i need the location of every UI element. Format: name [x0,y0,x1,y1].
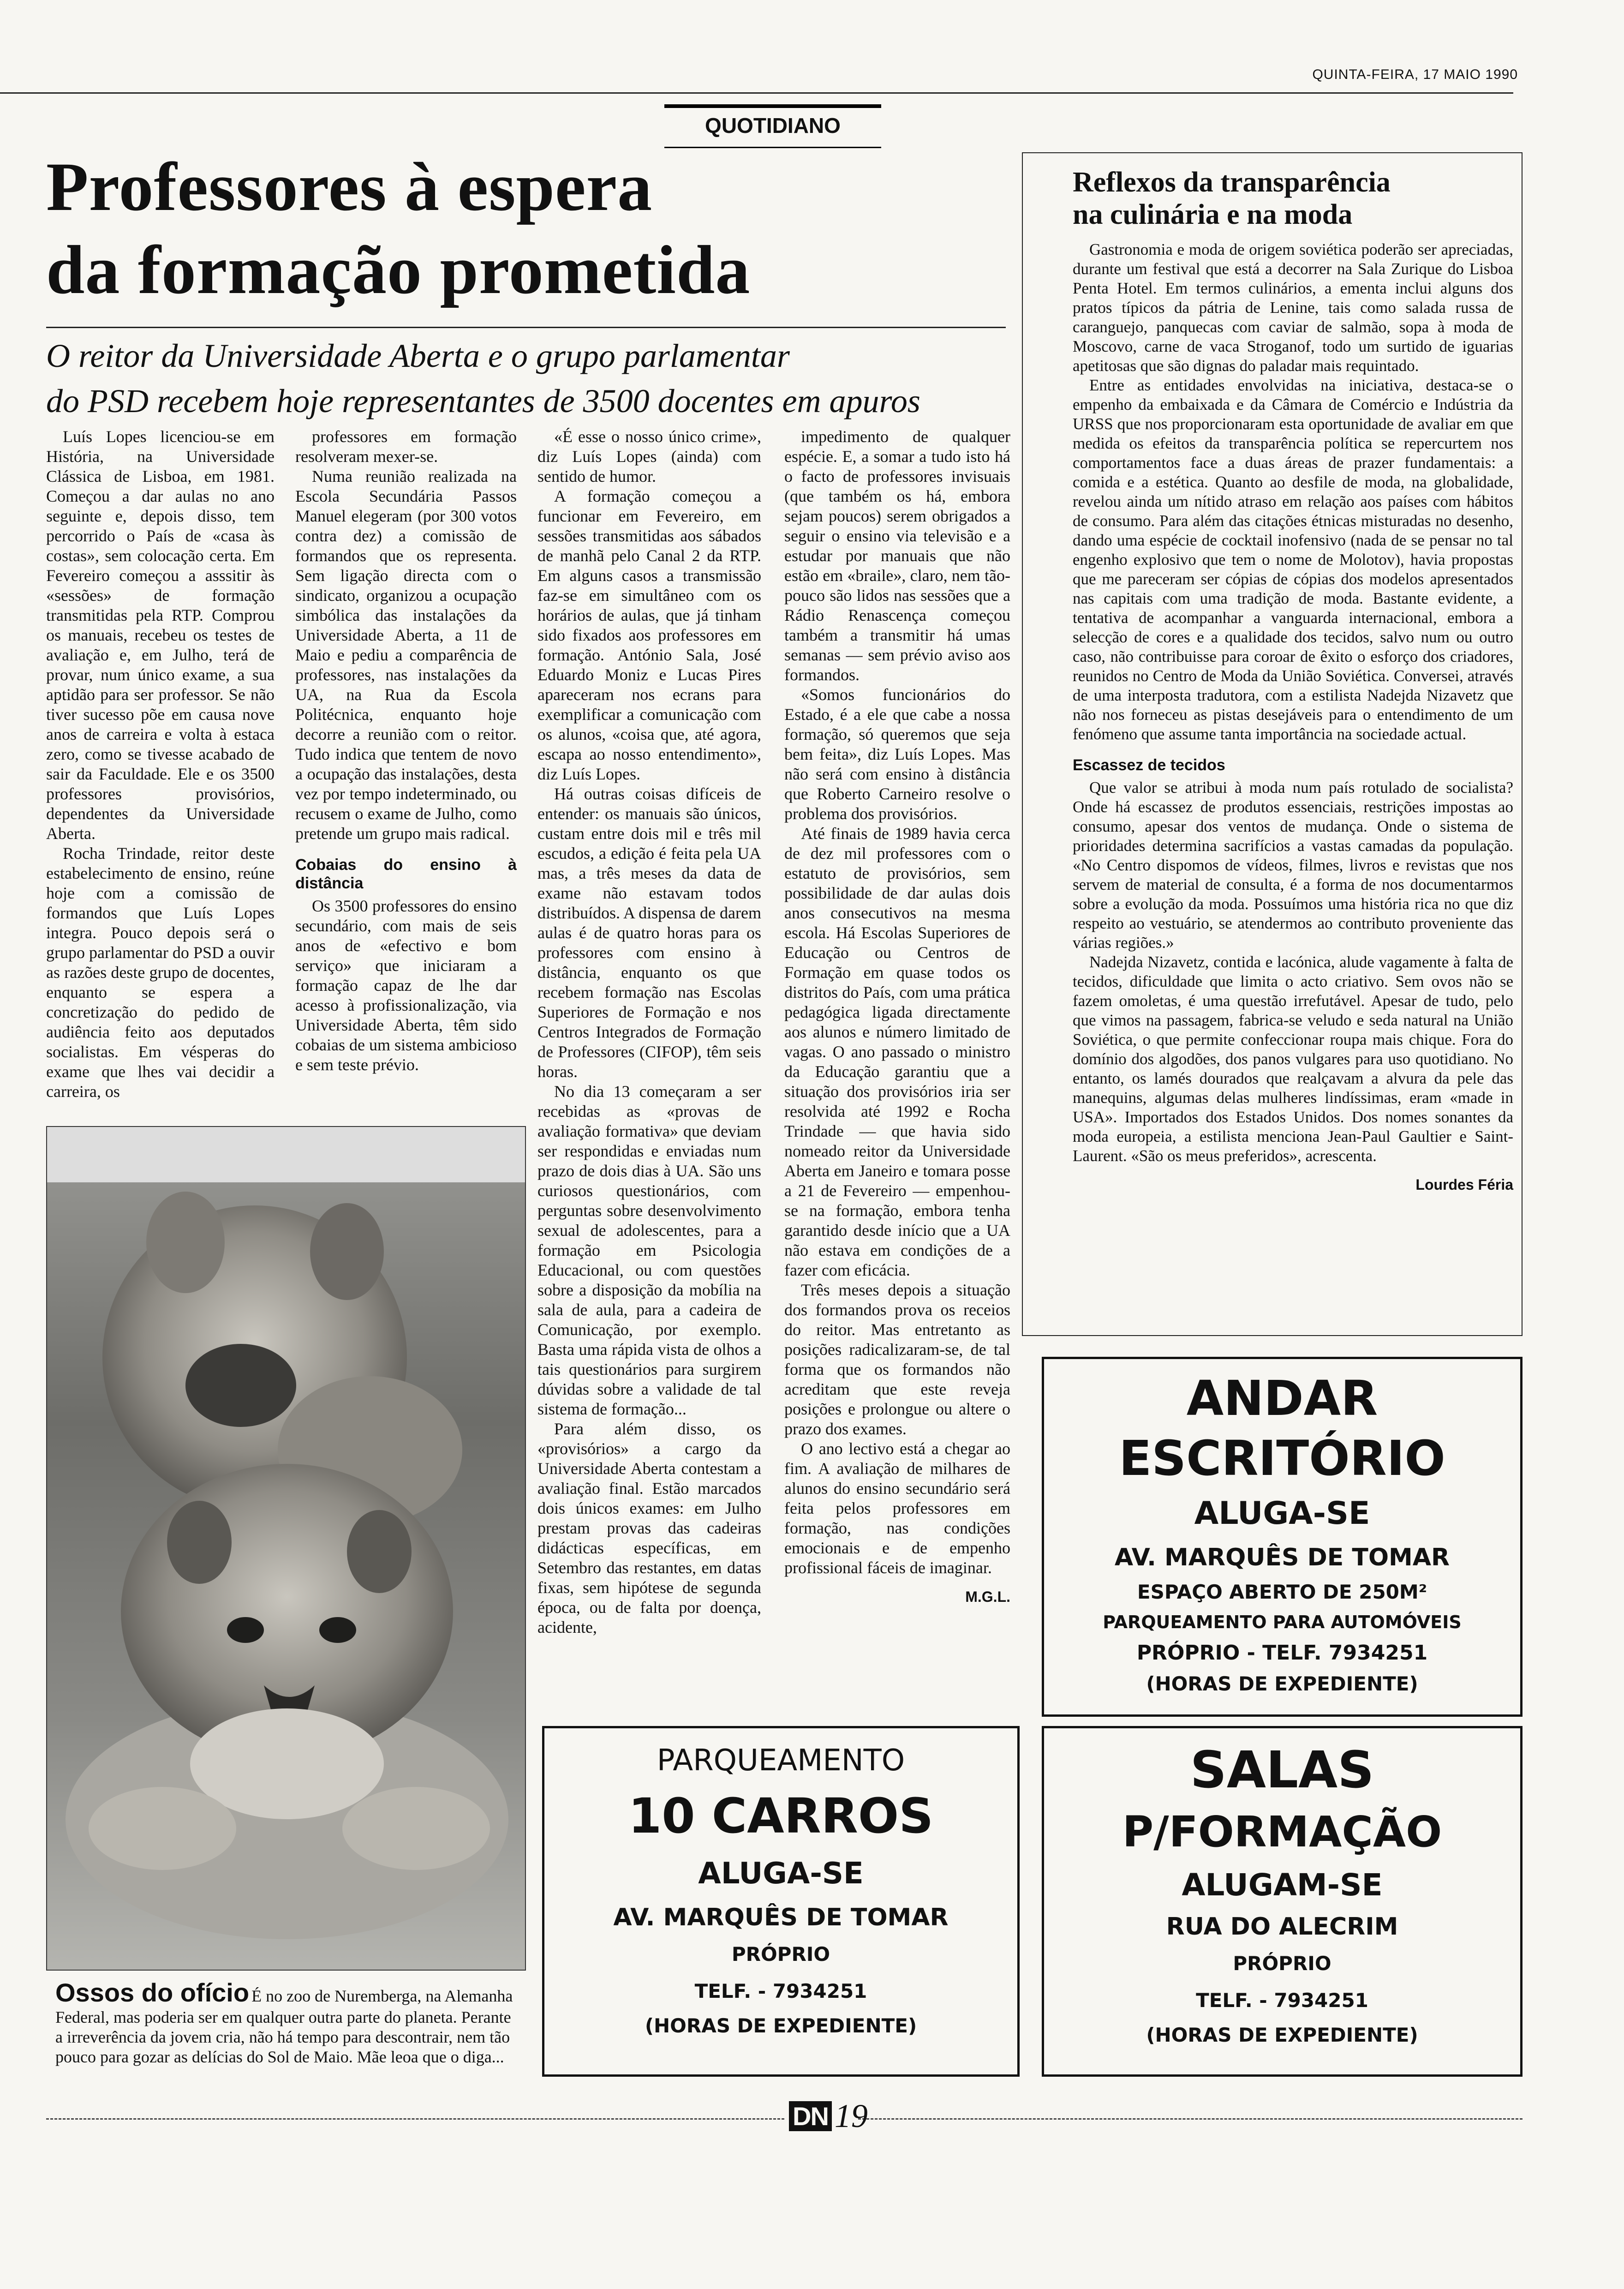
lion-cubs-image [47,1127,526,1971]
ad-headline: P/FORMAÇÃO [1122,1807,1442,1857]
ad-line: ALUGA-SE [698,1857,864,1891]
ad-line: ALUGAM-SE [1182,1867,1383,1903]
newspaper-logo: DN [789,2101,832,2131]
ad-parqueamento [542,1726,1020,2077]
column-subhead: Cobaias do ensino à distância [295,856,517,892]
ad-phone: TELF. - 7934251 [694,1980,867,2002]
top-rule [0,92,1513,94]
ad-salas [1042,1726,1522,2077]
ad-hours: (HORAS DE EXPEDIENTE) [1146,1672,1418,1695]
article-column-4 [784,427,1010,1607]
article-paragraph: Até finais de 1989 havia cerca de dez mil professores com o estatuto de provisórios, sem possibilidade de dar aulas dois anos consecutivos na mesma escola. Há Escolas Superiores de Educação ou Centros de Formação em quase todos os distritos do País, com uma prática pedagógica ligada directamente aos alunos e número limitado de vagas. O ano passado o ministro da Educação garantiu que a situação dos provisórios iria ser resolvida até 1992 e Rocha Trindade — que havia sido nomeado reitor da Universidade Aberta em Janeiro e tomara posse a 21 de Fevereiro — empenhou-se na formação, embora tenha garantido desde início que a UA não estava em condições de a fazer com eficácia. [784,824,1010,1279]
article-signature: M.G.L. [965,1588,1010,1605]
caption-text: É no zoo de Nuremberga, na Alemanha Federal, mas poderia ser em qualquer outra parte do planeta. Perante a irreverência da jovem cria, não há tempo para descontrair, nem tão pouco para gozar as delícias do Sol de Maio. Mãe leoa que o diga... [55,1987,513,2066]
ad-hours: (HORAS DE EXPEDIENTE) [645,2014,917,2037]
photo-caption [55,1977,521,2067]
ad-line: PRÓPRIO [1233,1952,1331,1975]
ad-headline: 10 CARROS [628,1788,934,1844]
sidebar-paragraph: Que valor se atribui à moda num país rotulado de socialista? Onde há escassez de produtos essenciais, restrições impostas ao consumo, apesar dos ventos de mudança. Onde o sistema de prioridades determina sacrifícios a vastas camadas da população. «No Centro dispomos de vídeos, filmes, livros e revistas que nos servem de material de consulta, é a forma de nos documentarmos sobre a evolução da moda. Possuímos uma história rica no que diz respeito ao vestuário, se atendermos ao contributo proveniente das várias regiões.» [1073,779,1513,952]
sidebar-body [1073,240,1513,1194]
article-paragraph: professores em formação resolveram mexer-se. [295,427,517,466]
article-paragraph: Numa reunião realizada na Escola Secundária Passos Manuel elegeram (por 300 votos contra dez) a comissão de formandos que os representa. Sem ligação directa com o sindicato, organizou a ocupação simbólica das instalações da Universidade Aberta, a 11 de Maio e pediu a comparência de professores, nas instalações da UA, na Rua da Escola Politécnica, enquanto hoje decorre a reunião com o reitor. Tudo indica que tentem de novo a ocupação das instalações, desta vez por tempo indeterminado, ou recusem o exame de Julho, como pretende um grupo mais radical. [295,467,517,843]
subhead-line-2: do PSD recebem hoje representantes de 3500 docentes em apuros [46,383,920,419]
sidebar-subhead: Escassez de tecidos [1073,756,1225,774]
article-paragraph: Os 3500 professores do ensino secundário, com mais de seis anos de «efectivo e bom serviço» que iniciaram a formação capaz de lhe dar acesso à profissionalização, via Universidade Aberta, têm sido cobaias de um sistema ambicioso e sem teste prévio. [295,897,517,1074]
article-column-3 [537,427,761,1637]
article-paragraph: «Somos funcionários do Estado, é a ele que cabe a nossa formação, só queremos que seja bem feita», diz Luís Lopes. Mas não será com ensino à distância que Roberto Carneiro resolve o problema dos provisórios. [784,685,1010,823]
ad-phone: TELF. - 7934251 [1196,1989,1368,2012]
article-paragraph: O ano lectivo está a chegar ao fim. A avaliação de milhares de alunos do ensino secundário será feita pelos professores em formação, nas condições emocionais e de empenho profissional fáceis de imaginar. [784,1439,1010,1577]
headline-line-1: Professores à espera [46,149,653,225]
article-paragraph: No dia 13 começaram a ser recebidas as «provas de avaliação formativa» que deviam ser respondidas e enviadas num prazo de dois dias à UA. São uns curiosos questionários, com perguntas sobre desenvolvimento sexual de adolescentes, para a formação em Psicologia Educacional, ou com questões sobre a disposição da mobília na sala de aula, para a cadeira de Comunicação, por exemplo. Basta uma rápida vista de olhos a tais questionários para surgirem dúvidas sobre a validade de tal sistema de formação... [537,1082,761,1418]
ad-line: ESPAÇO ABERTO DE 250M² [1137,1581,1427,1603]
footer-rule-left [46,2118,784,2120]
sidebar-title-line-2: na culinária e na moda [1073,199,1353,230]
sidebar-paragraph: Nadejda Nizavetz, contida e lacónica, alude vagamente à falta de tecidos, dificuldade que limita o acto criativo. Sem ovos não se fazem omoletas, é uma questão irrefutável. Apesar de tudo, pelo que vimos na passagem, fabrica-se veludo e seda natural na União Soviética, o que permite confeccionar roupa mais chique. Fora do domínio dos algodões, dos panos vulgares para uso quotidiano. No entanto, os lamés dourados que realçavam a alvura da pele das manequins, algumas delas mulheres lindíssimas, eram «made in USA». Importados dos Estados Unidos. Dos nomes sonantes da moda europeia, a estilista menciona Jean-Paul Gaultier e Saint-Laurent. «São os meus preferidos», acrescenta. [1073,953,1513,1165]
ad-line: PARQUEAMENTO PARA AUTOMÓVEIS [1103,1612,1462,1632]
subheadline [46,333,1006,424]
sidebar-signature: Lourdes Féria [1415,1176,1513,1193]
caption-title: Ossos do ofício [55,1978,250,2007]
ad-andar-escritorio [1042,1357,1522,1717]
article-paragraph: «É esse o nosso único crime», diz Luís Lopes (ainda) com sentido de humor. [537,427,761,485]
ad-address: AV. MARQUÊS DE TOMAR [613,1904,949,1931]
article-column-1 [46,427,275,1102]
headline-rule [46,327,1006,328]
article-paragraph: Para além disso, os «provisórios» a cargo da Universidade Aberta contestam a avaliação final. Estão marcados dois únicos exames: em Julho prestam provas das cadeiras didácticas específicas, em Setembro das restantes, em datas fixas, sem hipótese de segunda época, ou de falta por doença, acidente, [537,1420,761,1636]
ad-line: PRÓPRIO [731,1943,830,1965]
ad-hours: (HORAS DE EXPEDIENTE) [1146,2024,1418,2046]
article-paragraph: A formação começou a funcionar em Fevereiro, em sessões transmitidas aos sábados de manhã pelo Canal 2 da RTP. Em alguns casos a transmissão faz-se em simultâneo com os horários de aulas, que já tinham sido fixados aos professores em formação. António Sala, José Eduardo Moniz e Lucas Pires apareceram nos ecrans para exemplificar a comunicação com os alunos, «coisa que, até agora, escapa ao nosso entendimento», diz Luís Lopes. [537,487,761,783]
ad-headline: SALAS [1190,1740,1374,1799]
ad-headline: PARQUEAMENTO [657,1744,905,1778]
dateline: QUINTA-FEIRA, 17 MAIO 1990 [1312,67,1518,82]
section-bar [664,104,881,108]
headline-line-2: da formação prometida [46,232,751,308]
lion-photo [46,1126,526,1971]
article-paragraph: Três meses depois a situação dos formandos prova os receios do reitor. Mas entretanto as posições radicalizaram-se, de tal forma que os formandos não acreditam que este reveja posições e prolongue ou altere o prazo dos exames. [784,1281,1010,1438]
footer-rule-right [858,2118,1522,2120]
article-column-2 [295,427,517,1075]
sidebar-paragraph: Gastronomia e moda de origem soviética poderão ser apreciadas, durante um festival que está a decorrer na Sala Zurique do Lisboa Penta Hotel. Em termos culinários, a ementa inclui alguns dos pratos típicos da pátria de Lenine, tais como salada russa de caranguejo, panquecas com caviar de salmão, sopa à moda de Moscovo, carne de vaca Stroganof, todo um surtido de iguarias apetitosas que são dignas do paladar mais requintado. [1073,240,1513,375]
sidebar-title-line-1: Reflexos da transparência [1073,167,1391,198]
ad-phone: PRÓPRIO - TELF. 7934251 [1136,1641,1428,1665]
ad-address: AV. MARQUÊS DE TOMAR [1114,1544,1450,1571]
article-paragraph: Rocha Trindade, reitor deste estabelecimento de ensino, reúne hoje com a comissão de formandos que Luís Lopes integra. Pouco depois será o grupo parlamentar do PSD a ouvir as razões deste grupo de docentes, enquanto se espera a concretização do pedido de audiência feito aos deputados socialistas. Em vésperas do exame que lhes vai decidir a carreira, os [46,844,275,1101]
sidebar-title [1073,166,1497,231]
headline [46,145,1006,312]
subhead-line-1: O reitor da Universidade Aberta e o grupo parlamentar [46,337,790,374]
footer-folio [789,2097,868,2134]
ad-headline: ANDAR [1186,1370,1378,1426]
article-paragraph: Há outras coisas difíceis de entender: os manuais são únicos, custam entre dois mil e três mil escudos, a edição é feita pela UA mas, a três meses da data de exame não estavam todos distribuídos. A dispensa de darem aulas é de quatro horas para os professores com ensino à distância, enquanto os que recebem formação nas Escolas Superiores de Formação e nos Centros Integrados de Formação de Professores (CIFOP), têm seis horas. [537,785,761,1081]
section-tag: QUOTIDIANO [705,114,841,138]
ad-address: RUA DO ALECRIM [1166,1913,1398,1941]
article-paragraph: Luís Lopes licenciou-se em História, na Universidade Clássica de Lisboa, em 1981. Começou a dar aulas no ano seguinte e, depois disso, tem percorrido o País de «casa às costas», sem colocação certa. Em Fevereiro começou a asssitir às «sessões» de formação transmitidas pela RTP. Comprou os manuais, recebeu os testes de avaliação e, em Julho, terá de provar, num único exame, a sua aptidão para ser professor. Se não tiver sucesso põe em causa nove anos de carreira e volta à estaca zero, como se tivesse acabado de sair da Faculdade. Ele e os 3500 professores provisórios, dependentes da Universidade Aberta. [46,427,275,843]
page-number: 19 [834,2097,868,2134]
sidebar-paragraph: Entre as entidades envolvidas na iniciativa, destaca-se o empenho da embaixada e da Câmara de Comércio e Indústria da URSS que nos proporcionaram esta oportunidade de avaliar em que medida os efeitos da transparência política se repercurtem nos comportamentos face a duas áreas de prazer fundamentais: a comida e a estética. Quanto ao desfile de moda, na globalidade, revelou ainda um nítido atraso em relação aos países com hábitos de consumo. Para além das citações étnicas misturadas no desenho, dando uma espécie de cocktail inofensivo (nada de se pensar no tal engenho explosivo que tem o nome de Molotov), havia propostas que me pareceram ser cópias de cópias dos modelos apresentados nas capitais com uma tradição de moda. Bastante evidente, a tentativa de acompanhar a vanguarda internacional, embora a selecção de cores e a qualidade dos tecidos, salvo num ou outro caso, não contribuisse para coroar de êxito o esforço dos criadores, reunidos no Centro de Moda da União Soviética. Conversei, através de uma interposta tradutora, com a estilista Nadejda Nizavetz que não nos forneceu as pistas desejáveis para o entendimento de um fenómeno que assume tanta importância na sociedade actual. [1073,376,1513,743]
article-paragraph: impedimento de qualquer espécie. E, a somar a tudo isto há o facto de professores invisuais (que também os há, embora sejam poucos) serem obrigados a seguir o ensino via televisão e a estudar por manuais que não estão em «braile», claro, nem tão-pouco são lidos nas sessões que a Rádio Renascença começou também a transmitir há umas semanas — sem prévio aviso aos formandos. [784,427,1010,684]
ad-headline: ESCRITÓRIO [1119,1430,1445,1486]
ad-line: ALUGA-SE [1194,1495,1370,1532]
